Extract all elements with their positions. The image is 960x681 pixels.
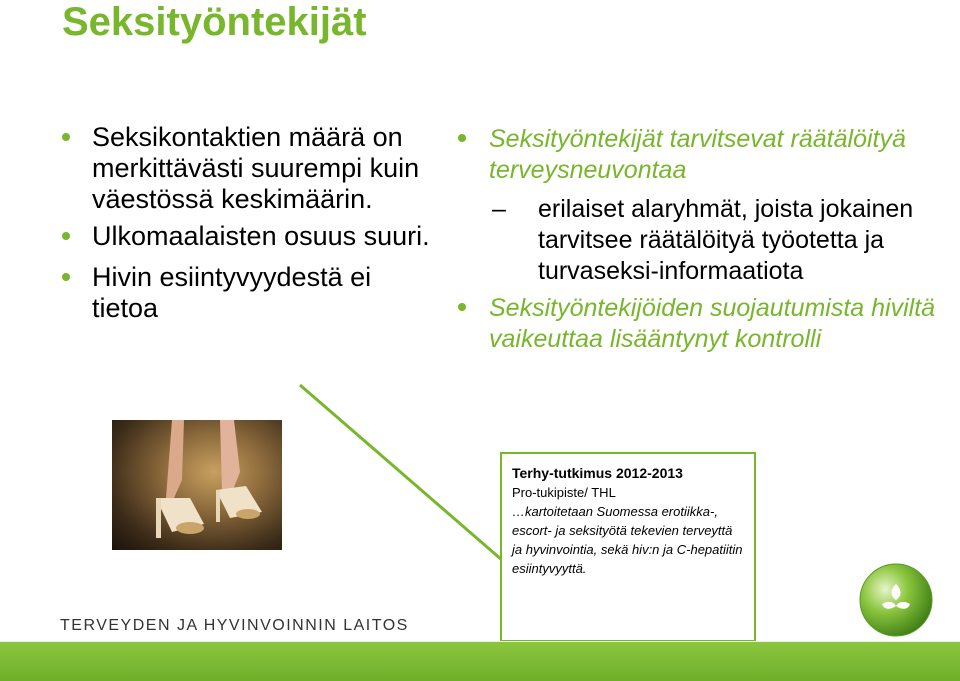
study-organizer: Pro-tukipiste/ THL: [512, 485, 616, 500]
left-bullet-text: Hivin esiintyvyydestä ei tietoa: [92, 262, 372, 323]
study-info-box: [500, 452, 756, 642]
left-bullet-text: Ulkomaalaisten osuus suuri.: [92, 221, 430, 251]
organization-name: TERVEYDEN JA HYVINVOINNIN LAITOS: [60, 617, 409, 634]
study-heading: Terhy-tutkimus 2012-2013: [512, 465, 683, 481]
study-description: …kartoitetaan Suomessa erotiikka-, escort- ja seksityötä tekevien terveyttä ja hyvinvointia, sekä hiv:n ja C-hepatiitin esiintyvyyttä.: [512, 504, 743, 576]
right-bullet-text: Seksityöntekijöiden suojautumista hiviltä vaikeuttaa lisääntynyt kontrolli: [489, 294, 936, 353]
footer-band: [0, 642, 960, 681]
slide-title: Seksityöntekijät: [62, 0, 367, 44]
left-bullet-text: Seksikontaktien määrä on merkittävästi suurempi kuin väestössä keskimäärin.: [92, 122, 420, 214]
thl-globe-logo: [856, 560, 936, 640]
sub-bullet-dash: –: [492, 195, 506, 223]
right-bullet-text: Seksityöntekijät tarvitsevat räätälöityä terveysneuvontaa: [489, 125, 906, 184]
sub-bullet-text: erilaiset alaryhmät, joista jokainen tarvitsee räätälöityä työotetta ja turvaseksi-informaatiota: [538, 195, 914, 285]
